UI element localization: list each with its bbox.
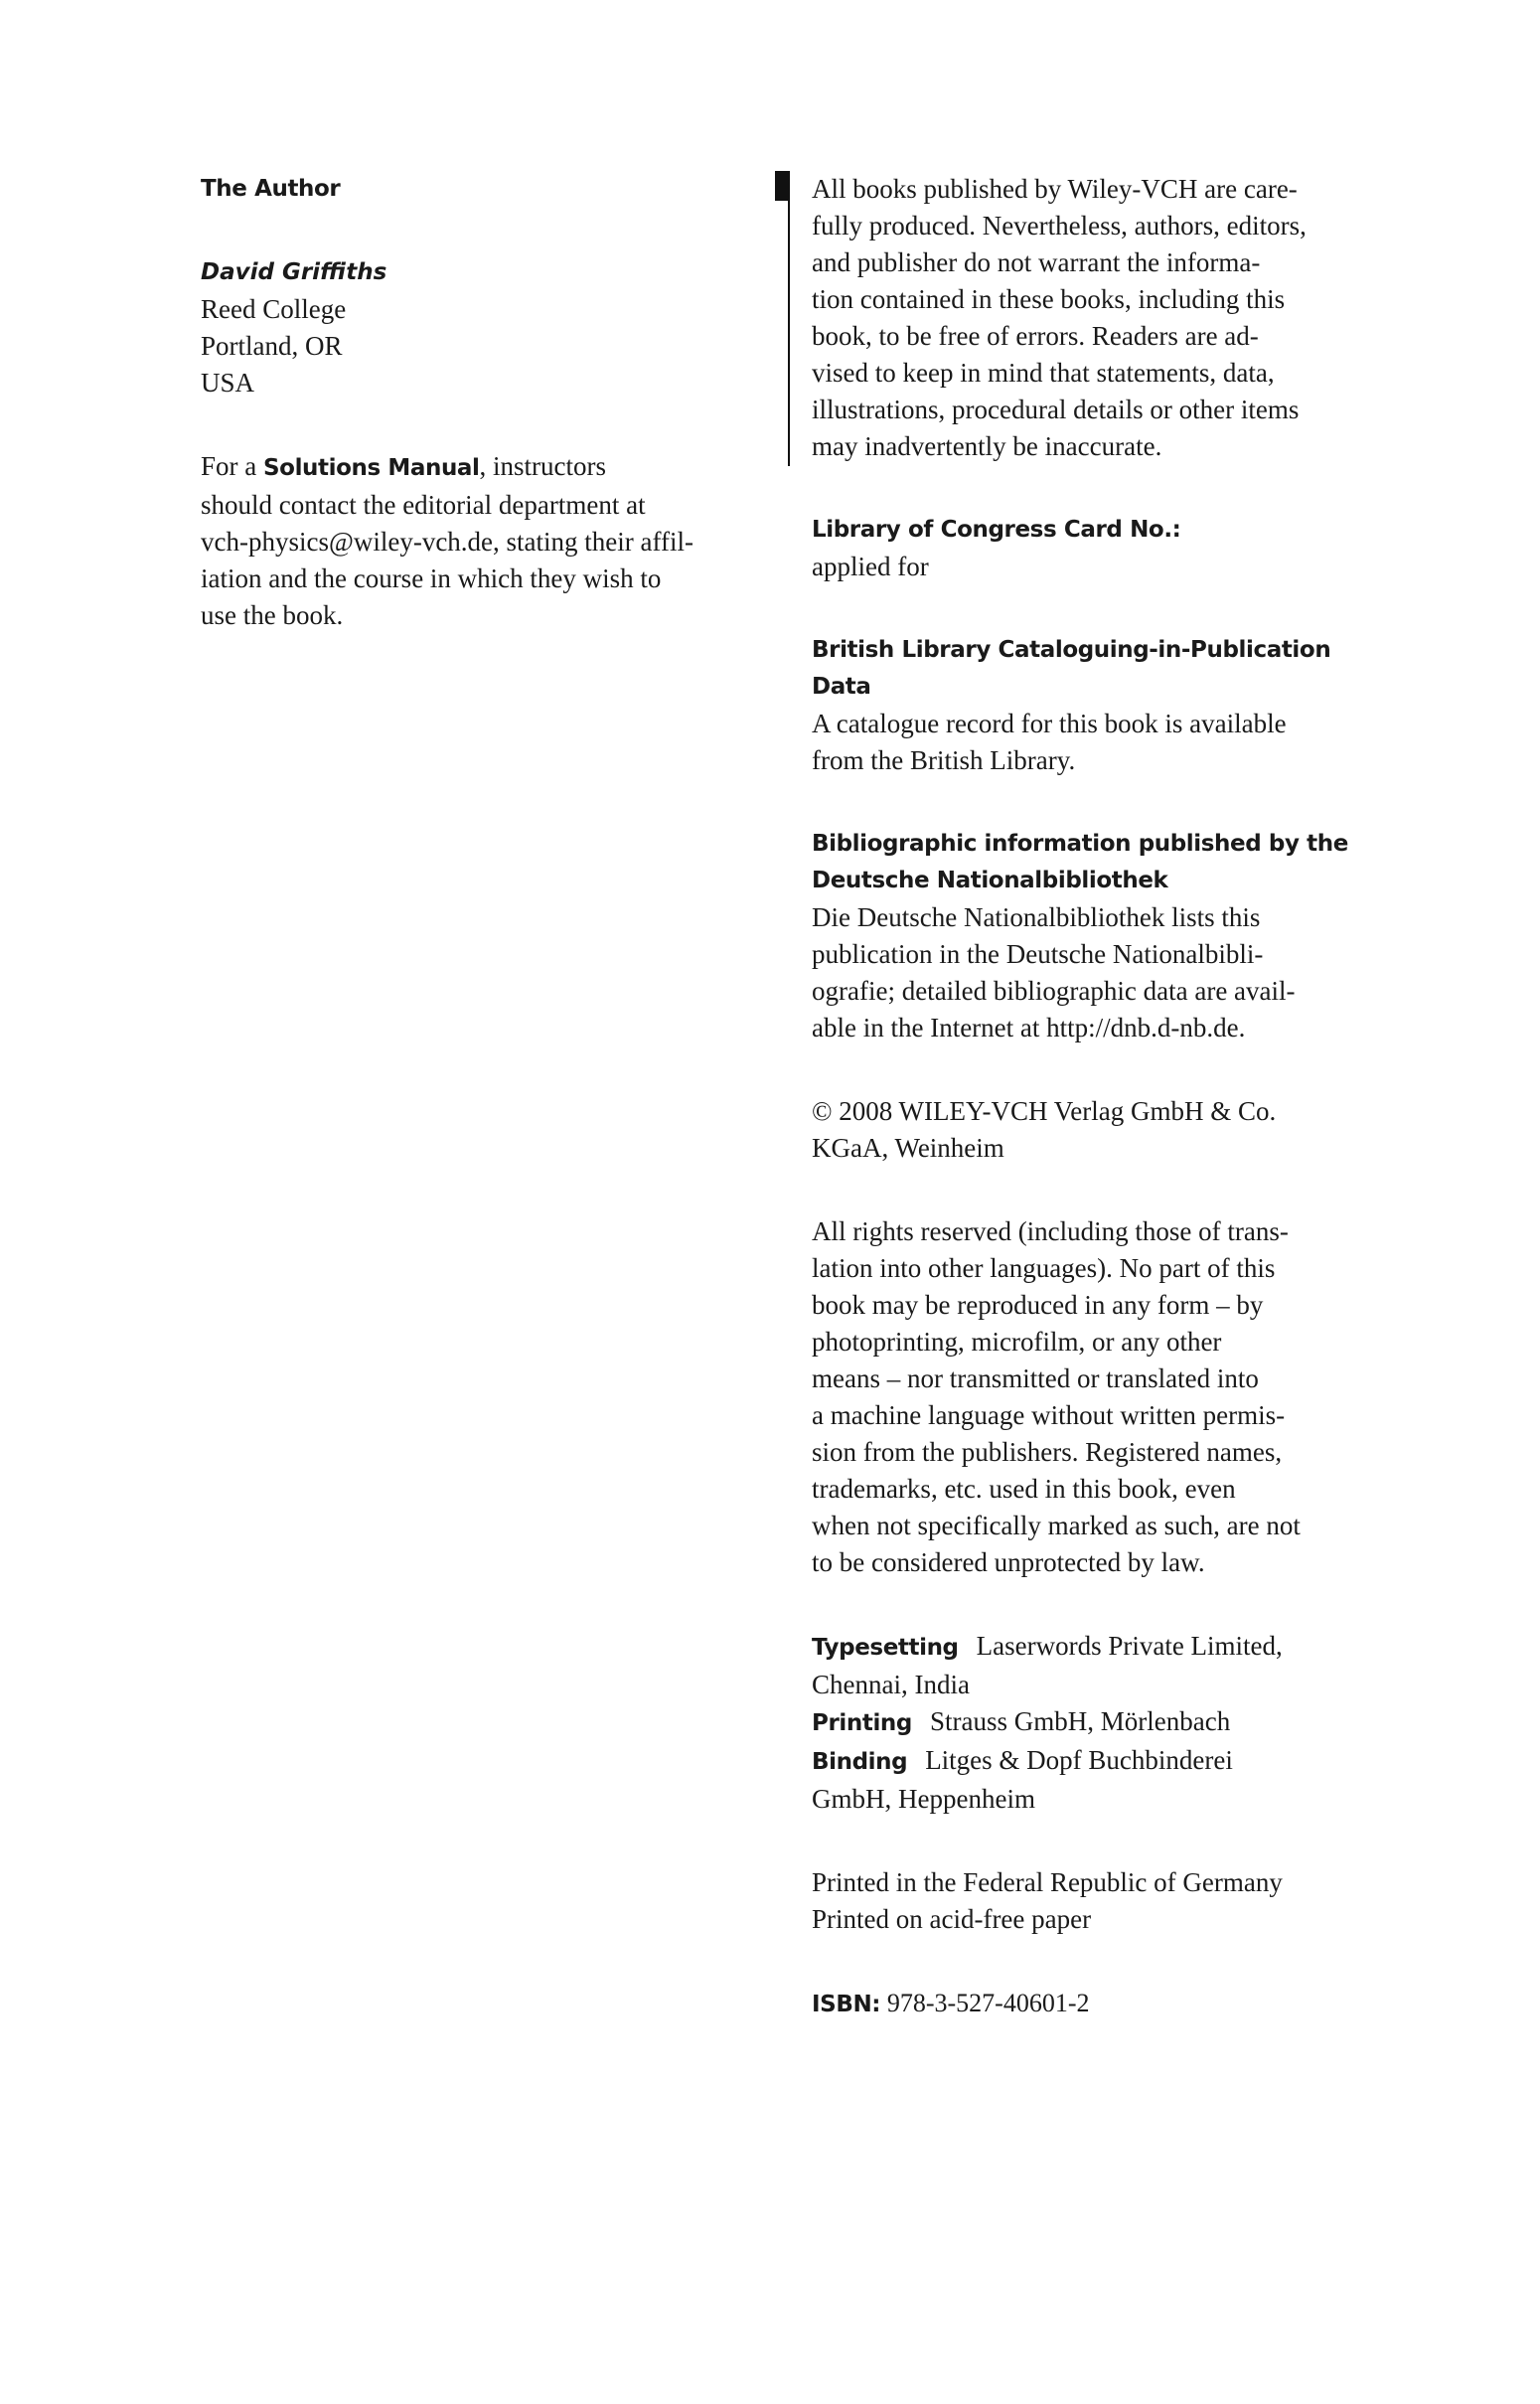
disclaimer-line: and publisher do not warrant the informa- bbox=[812, 247, 1261, 277]
solutions-line: iation and the course in which they wish to bbox=[201, 563, 662, 593]
loc-text: applied for bbox=[812, 552, 929, 581]
solutions-manual-label: Solutions Manual bbox=[263, 455, 480, 481]
author-heading: The Author bbox=[201, 176, 341, 202]
copyright-line: KGaA, Weinheim bbox=[812, 1133, 1004, 1163]
dnb-heading: Deutsche Nationalbibliothek bbox=[812, 868, 1168, 893]
printing-line bbox=[812, 1703, 1368, 1742]
disclaimer-line: tion contained in these books, including this bbox=[812, 284, 1286, 314]
british-library bbox=[812, 632, 1368, 779]
disclaimer-line: illustrations, procedural details or other items bbox=[812, 395, 1300, 424]
typesetting-value: Laserwords Private Limited, bbox=[976, 1631, 1283, 1661]
solutions-pre: For a bbox=[201, 451, 263, 481]
binding-label: Binding bbox=[812, 1749, 908, 1775]
rights-line: trademarks, etc. used in this book, even bbox=[812, 1474, 1236, 1504]
rights-line: means – nor transmitted or translated into bbox=[812, 1363, 1259, 1393]
loc-heading: Library of Congress Card No.: bbox=[812, 517, 1181, 543]
production-credits bbox=[812, 1628, 1368, 1818]
bl-line: from the British Library. bbox=[812, 745, 1076, 775]
printing-label: Printing bbox=[812, 1710, 912, 1736]
solutions-post: , instructors bbox=[479, 451, 607, 481]
solutions-manual-note bbox=[201, 448, 737, 634]
copyright bbox=[812, 1093, 1368, 1167]
bl-heading: British Library Cataloguing-in-Publication Data bbox=[812, 637, 1331, 700]
author-column bbox=[201, 171, 737, 634]
rights-reserved bbox=[812, 1213, 1368, 1581]
rights-line: sion from the publishers. Registered names, bbox=[812, 1437, 1283, 1467]
solutions-line bbox=[201, 448, 737, 487]
printing-value: Strauss GmbH, Mörlenbach bbox=[929, 1706, 1231, 1736]
imprint-column bbox=[812, 171, 1368, 2023]
disclaimer-line: All books published by Wiley-VCH are care- bbox=[812, 174, 1298, 204]
dnb-line: publication in the Deutsche Nationalbibli- bbox=[812, 939, 1264, 969]
rights-line: a machine language without written permis- bbox=[812, 1400, 1286, 1430]
printed-line: Printed in the Federal Republic of Germany bbox=[812, 1867, 1283, 1897]
rights-line: to be considered unprotected by law. bbox=[812, 1547, 1205, 1577]
affiliation-line: Portland, OR bbox=[201, 331, 343, 361]
dnb-line: Die Deutsche Nationalbibliothek lists this bbox=[812, 902, 1261, 932]
printed-info bbox=[812, 1864, 1368, 1938]
author-affiliation bbox=[201, 291, 737, 401]
solutions-line: should contact the editorial department at bbox=[201, 490, 646, 520]
isbn-label: ISBN: bbox=[812, 1992, 881, 2017]
author-name: David Griffiths bbox=[201, 259, 387, 285]
solutions-line: use the book. bbox=[201, 600, 344, 630]
binding-line bbox=[812, 1742, 1368, 1781]
disclaimer-line: fully produced. Nevertheless, authors, editors, bbox=[812, 211, 1307, 240]
rights-line: All rights reserved (including those of trans- bbox=[812, 1216, 1289, 1246]
typesetting-line-2: Chennai, India bbox=[812, 1670, 970, 1699]
printed-line: Printed on acid-free paper bbox=[812, 1904, 1092, 1934]
isbn-line bbox=[812, 1985, 1368, 2023]
rights-line: lation into other languages). No part of this bbox=[812, 1253, 1276, 1283]
isbn bbox=[812, 1985, 1368, 2023]
dnb-info bbox=[812, 826, 1368, 1046]
typesetting-label: Typesetting bbox=[812, 1635, 959, 1661]
disclaimer-line: vised to keep in mind that statements, data, bbox=[812, 358, 1275, 388]
dnb-line: able in the Internet at http://dnb.d-nb.de. bbox=[812, 1013, 1246, 1042]
margin-marker bbox=[775, 171, 789, 201]
solutions-line: vch-physics@wiley-vch.de, stating their affil- bbox=[201, 527, 693, 557]
isbn-value: 978-3-527-40601-2 bbox=[886, 1989, 1090, 2017]
dnb-heading: Bibliographic information published by the bbox=[812, 831, 1348, 857]
affiliation-line: USA bbox=[201, 368, 255, 398]
copyright-line: © 2008 WILEY-VCH Verlag GmbH & Co. bbox=[812, 1096, 1277, 1126]
affiliation-line: Reed College bbox=[201, 294, 347, 324]
disclaimer bbox=[812, 171, 1368, 465]
rights-line: book may be reproduced in any form – by bbox=[812, 1290, 1264, 1320]
rights-line: photoprinting, microfilm, or any other bbox=[812, 1327, 1222, 1357]
rights-line: when not specifically marked as such, are not bbox=[812, 1511, 1301, 1540]
library-of-congress bbox=[812, 512, 1368, 585]
disclaimer-line: may inadvertently be inaccurate. bbox=[812, 431, 1162, 461]
bl-line: A catalogue record for this book is available bbox=[812, 709, 1287, 738]
dnb-line: ografie; detailed bibliographic data are avail- bbox=[812, 976, 1296, 1006]
binding-line-2: GmbH, Heppenheim bbox=[812, 1784, 1035, 1814]
typesetting-line bbox=[812, 1628, 1368, 1667]
margin-rule bbox=[788, 171, 790, 466]
disclaimer-line: book, to be free of errors. Readers are ad- bbox=[812, 321, 1259, 351]
binding-value: Litges & Dopf Buchbinderei bbox=[925, 1745, 1233, 1775]
